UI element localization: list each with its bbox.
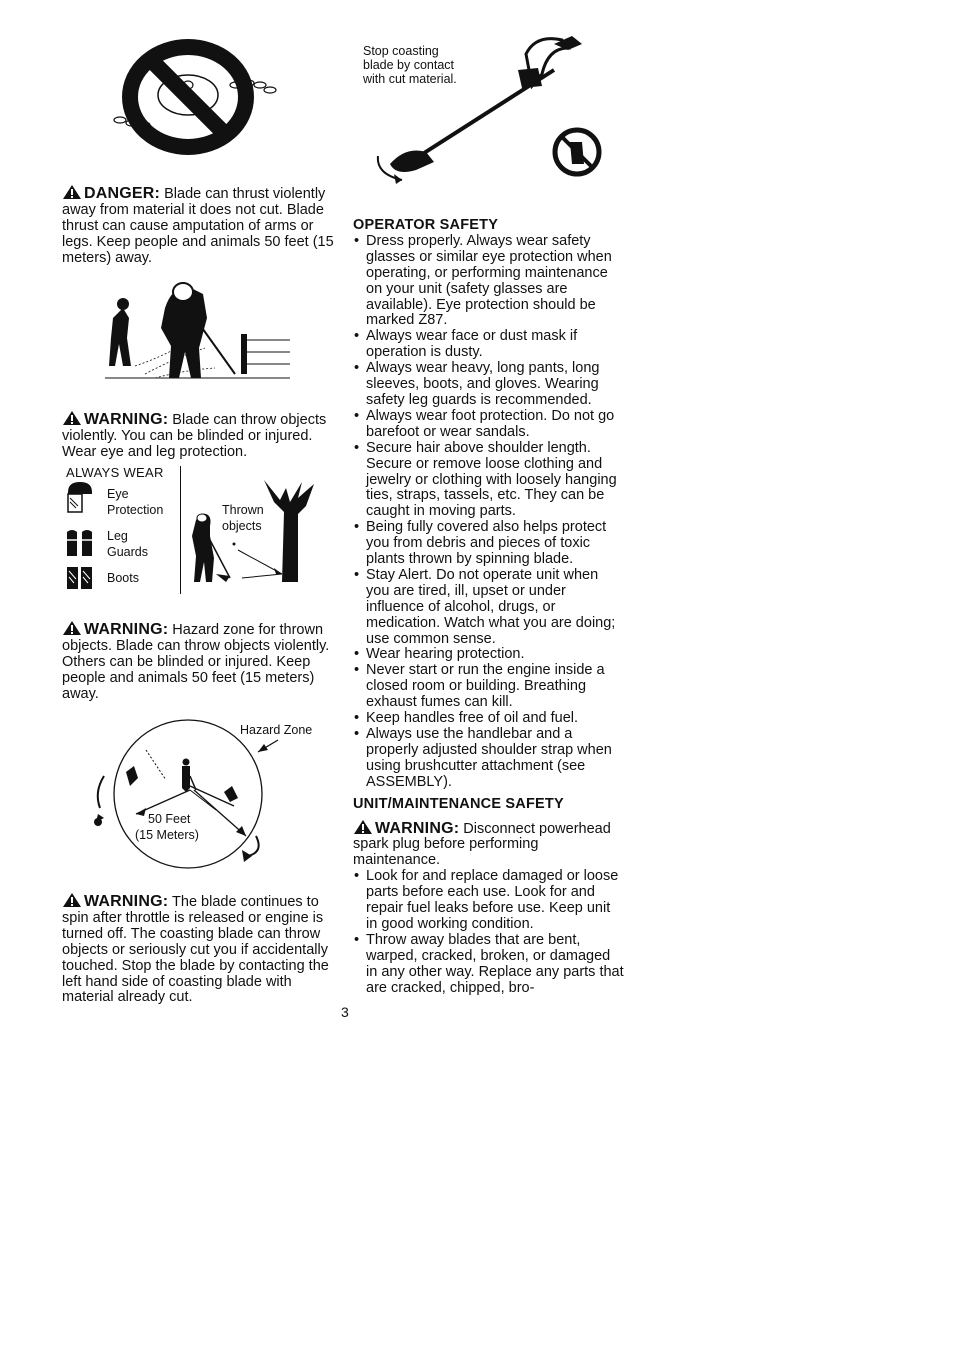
brushcutter-coasting-illustration xyxy=(372,34,622,189)
ppe-divider xyxy=(180,466,181,594)
alert-triangle-icon xyxy=(62,184,82,200)
operator-safety-section xyxy=(353,218,625,997)
danger-block xyxy=(62,184,334,267)
warning-heading: WARNING: xyxy=(62,621,168,638)
warning-coasting-blade-block xyxy=(62,892,334,1006)
distance-feet-label: 50 Feet xyxy=(148,812,191,826)
leg-guards-label: Leg Guards xyxy=(107,529,148,559)
list-item: • Never start or run the engine inside a closed room or building. Breathing exhaust fumes can kill. xyxy=(353,663,625,711)
list-item: • Throw away blades that are bent, warped, cracked, broken, or damaged in any other way. Replace any parts that are cracked, chipped, bro- xyxy=(353,933,625,997)
boots-label: Boots xyxy=(107,571,139,585)
leg-guards-icon xyxy=(64,528,96,558)
list-item: • Stay Alert. Do not operate unit when you are tired, ill, upset or under influence of alcohol, drugs, or medication. Watch what you are doing; use common sense. xyxy=(353,568,625,648)
distance-meters-label: (15 Meters) xyxy=(135,828,199,842)
warning-text: Disconnect powerhead spark plug before performing maintenance. xyxy=(353,820,611,869)
alert-triangle-icon xyxy=(62,892,82,908)
unit-maintenance-list xyxy=(353,869,625,996)
list-item: • Always use the handlebar and a properly adjusted shoulder strap when using brushcutter attachment (see ASSEMBLY). xyxy=(353,727,625,791)
warning-text: Hazard zone for thrown objects. Blade can throw objects violently. Others can be blinded or injured. Keep people and animals 50 feet (15 meters) away. xyxy=(62,622,330,702)
warning-heading: WARNING: xyxy=(62,411,168,428)
alert-triangle-icon xyxy=(62,620,82,636)
list-item: • Always wear face or dust mask if operation is dusty. xyxy=(353,329,625,361)
list-item: • Being fully covered also helps protect you from debris and pieces of toxic plants thrown by spinning blade. xyxy=(353,520,625,568)
warning-hazard-zone-block xyxy=(62,620,334,703)
always-wear-title: ALWAYS WEAR xyxy=(66,465,164,480)
no-chain-blade-illustration xyxy=(108,35,278,165)
warning-maintenance-block xyxy=(353,819,625,870)
warning-text: Blade can throw objects violently. You can be blinded or injured. Wear eye and leg protection. xyxy=(62,412,327,460)
page-number: 3 xyxy=(341,1004,349,1020)
warning-heading: WARNING: xyxy=(353,820,459,837)
warning-text: The blade continues to spin after throttle is released or engine is turned off. The coasting blade can throw objects or seriously cut you if accidentally touched. Stop the blade by contacting the left hand side of coasting blade with material already cut. xyxy=(62,894,329,1006)
unit-maintenance-heading: UNIT/MAINTENANCE SAFETY xyxy=(353,795,564,812)
eye-protection-icon xyxy=(64,480,96,516)
warning-heading: WARNING: xyxy=(62,893,168,910)
alert-triangle-icon xyxy=(62,410,82,426)
list-item: • Secure hair above shoulder length. Secure or remove loose clothing and jewelry or clothing with loosely hanging ties, straps, tassels, etc. They can be caught in moving parts. xyxy=(353,441,625,521)
boots-icon xyxy=(64,565,96,591)
stop-coasting-caption: Stop coasting blade by contact with cut material. xyxy=(363,44,457,86)
list-item: • Dress properly. Always wear safety glasses or similar eye protection when operating, or performing maintenance on your unit (safety glasses are available). Eye protection should be marked Z87. xyxy=(353,234,625,329)
list-item: • Wear hearing protection. xyxy=(353,647,625,663)
operator-safety-list xyxy=(353,234,625,791)
danger-heading: DANGER: xyxy=(62,185,160,202)
list-item: • Always wear foot protection. Do not go barefoot or wear sandals. xyxy=(353,409,625,441)
hazard-zone-label: Hazard Zone xyxy=(240,723,313,737)
list-item: • Always wear heavy, long pants, long sleeves, boots, and gloves. Wearing safety leg guards is recommended. xyxy=(353,361,625,409)
warning-eye-leg-block xyxy=(62,410,334,461)
alert-triangle-icon xyxy=(353,819,373,835)
list-item: • Keep handles free of oil and fuel. xyxy=(353,711,625,727)
thrown-objects-tree-illustration xyxy=(186,478,326,590)
danger-text: Blade can thrust violently away from material it does not cut. Blade thrust can cause amputation of arms or legs. Keep people and animals 50 feet (15 meters) away. xyxy=(62,186,334,266)
list-item: • Look for and replace damaged or loose parts before each use. Look for and repair fuel leaks before use. Keep unit in good working condition. xyxy=(353,869,625,933)
operator-safety-heading: OPERATOR SAFETY xyxy=(353,217,499,233)
operator-thrown-objects-illustration xyxy=(95,278,300,388)
thrown-objects-label: Thrown objects xyxy=(222,503,264,533)
eye-protection-label: Eye Protection xyxy=(107,487,164,517)
